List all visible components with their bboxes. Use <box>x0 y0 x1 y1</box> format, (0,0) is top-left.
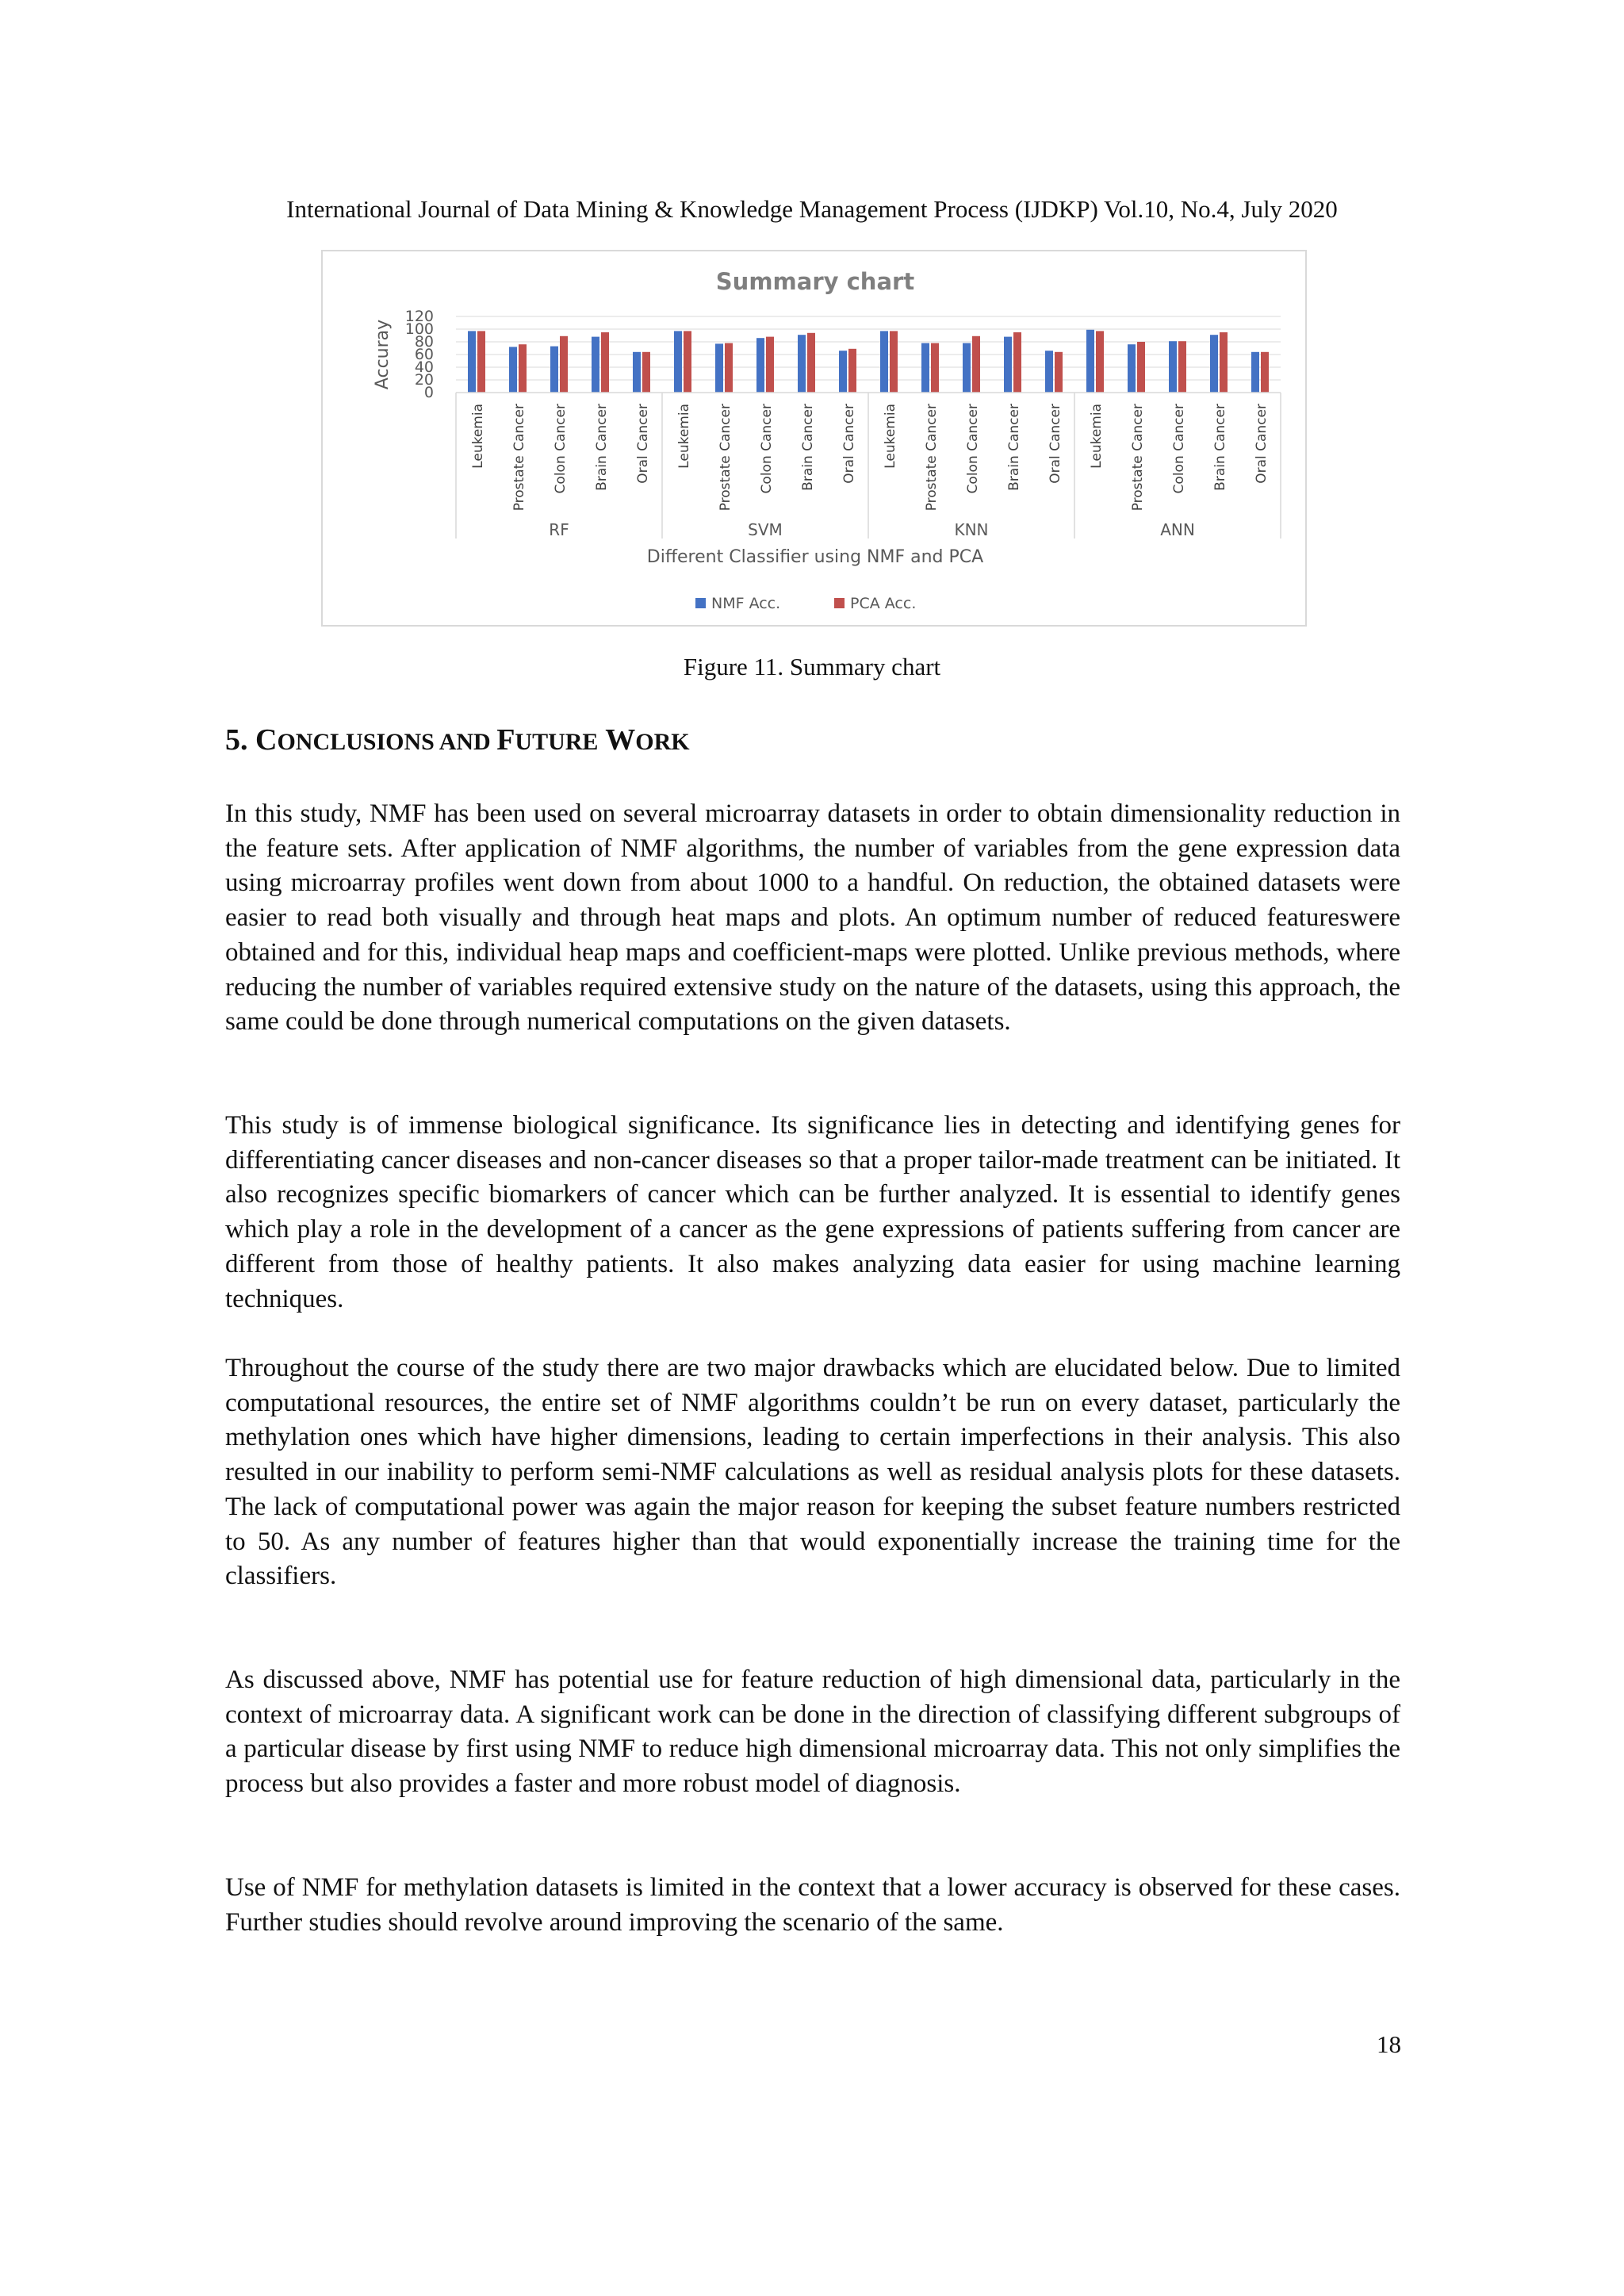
category-label: Oral Cancer <box>635 404 651 484</box>
category-label: Leukemia <box>470 404 486 469</box>
bar-pca <box>477 331 485 393</box>
bar-pca <box>601 332 609 393</box>
category-label: Colon Cancer <box>759 404 775 494</box>
bar-nmf <box>1045 351 1053 393</box>
bar-pca <box>1220 332 1228 393</box>
bar-pca <box>848 349 856 393</box>
paragraph-4: As discussed above, NMF has potential use for feature reduction of high dimensional data, particularly in the context of microarray data. A significant work can be done in the direction of classifying different subgroups of a particular disease by first using NMF to reduce high dimensional microarray data. This not only simplifies the process but also provides a faster and more robust model of diagnosis. <box>225 1665 1400 1799</box>
section-heading: 5. CONCLUSIONS AND FUTURE WORK <box>225 723 690 757</box>
summary-chart <box>323 251 1308 628</box>
page-number: 18 <box>1377 2030 1401 2058</box>
legend-label: PCA Acc. <box>850 595 917 612</box>
bar-nmf <box>1004 337 1012 393</box>
bar-nmf <box>839 351 847 393</box>
summary-chart-figure <box>321 250 1307 627</box>
bar-pca <box>1178 341 1186 393</box>
category-label: Brain Cancer <box>594 404 610 491</box>
legend-swatch-pca <box>834 598 845 608</box>
category-label: Brain Cancer <box>1212 404 1228 491</box>
category-label: Colon Cancer <box>553 404 569 494</box>
bar-pca <box>1137 342 1145 393</box>
bar-nmf <box>798 335 806 393</box>
bar-pca <box>725 343 733 393</box>
bar-nmf <box>1251 352 1259 393</box>
x-axis-label: Different Classifier using NMF and PCA <box>646 547 984 567</box>
bar-nmf <box>674 331 682 393</box>
category-label: Oral Cancer <box>841 404 857 484</box>
journal-header: International Journal of Data Mining & Knowledge Management Process (IJDKP) Vol.10, No.4, July 2020 <box>286 195 1338 223</box>
bar-pca <box>766 337 774 393</box>
bar-pca <box>1055 352 1063 393</box>
bar-nmf <box>550 347 558 393</box>
category-label: Oral Cancer <box>1048 404 1063 484</box>
bar-nmf <box>468 331 476 393</box>
y-tick-label: 20 <box>414 371 434 389</box>
category-label: Oral Cancer <box>1254 404 1270 484</box>
category-label: Prostate Cancer <box>1130 404 1146 512</box>
category-label: Colon Cancer <box>1171 404 1187 494</box>
group-label: RF <box>549 520 569 539</box>
y-tick-label: 80 <box>414 333 434 351</box>
y-tick-label: 0 <box>423 384 434 401</box>
bar-nmf <box>633 352 641 393</box>
paragraph-1: In this study, NMF has been used on several microarray datasets in order to obtain dimensionality reduction in the feature sets. After application of NMF algorithms, the number of variables from the gene expression data using microarray profiles went down from about 1000 to a handful. On reduction, the obtained datasets were easier to read both visually and through heat maps and plots. An optimum number of reduced featureswere obtained and for this, individual heap maps and coefficient-maps were plotted. Unlike previous methods, where reducing the number of variables required extensive study on the nature of the datasets, using this approach, the same could be done through numerical computations on the given datasets. <box>225 799 1400 1037</box>
category-label: Brain Cancer <box>1006 404 1022 491</box>
bar-nmf <box>880 331 888 393</box>
category-label: Colon Cancer <box>965 404 981 494</box>
group-label: KNN <box>954 520 989 539</box>
bar-nmf <box>1210 335 1218 393</box>
category-label: Brain Cancer <box>800 404 816 491</box>
bar-pca <box>1261 352 1269 393</box>
bar-pca <box>890 331 898 393</box>
category-label: Leukemia <box>1089 404 1105 469</box>
bar-nmf <box>1169 341 1177 393</box>
bar-pca <box>519 344 527 393</box>
group-label: ANN <box>1160 520 1195 539</box>
bar-pca <box>972 336 980 393</box>
bar-nmf <box>756 338 764 393</box>
figure-caption: Figure 11. Summary chart <box>683 653 941 680</box>
bar-pca <box>560 336 568 393</box>
bar-nmf <box>963 343 971 393</box>
category-label: Leukemia <box>676 404 692 469</box>
bar-nmf <box>1128 344 1136 393</box>
category-label: Prostate Cancer <box>924 404 940 512</box>
bar-nmf <box>509 347 517 393</box>
y-tick-label: 120 <box>404 308 434 325</box>
paragraph-5: Use of NMF for methylation datasets is limited in the context that a lower accuracy is observed for these cases. Further studies should revolve around improving the scenario of the same. <box>225 1873 1400 1937</box>
y-tick-label: 100 <box>404 320 434 338</box>
y-tick-label: 60 <box>414 346 434 363</box>
group-label: SVM <box>748 520 783 539</box>
paragraph-2: This study is of immense biological significance. Its significance lies in detecting and identifying genes for differentiating cancer diseases and non-cancer diseases so that a proper tailor-made treatment can be initiated. It also recognizes specific biomarkers of cancer which can be further analyzed. It is essential to identify genes which play a role in the development of a cancer as the gene expressions of patients suffering from cancer are different from those of healthy patients. It also makes analyzing data easier for using machine learning techniques. <box>225 1111 1400 1313</box>
bar-pca <box>807 333 815 393</box>
y-axis-label: Accuray <box>373 319 393 390</box>
category-label: Prostate Cancer <box>718 404 733 512</box>
bar-pca <box>1096 331 1104 393</box>
chart-title: Summary chart <box>715 268 915 295</box>
category-label: Prostate Cancer <box>511 404 527 512</box>
legend-label: NMF Acc. <box>711 595 781 612</box>
paragraph-3: Throughout the course of the study there are two major drawbacks which are elucidated below. Due to limited computational resources, the entire set of NMF algorithms couldn’t be run on every dataset, particularly the methylation ones which have higher dimensions, leading to certain imperfections in their analysis. This also resulted in our inability to perform semi-NMF calculations as well as residual analysis plots for these datasets. The lack of computational power was again the major reason for keeping the subset feature numbers restricted to 50. As any number of features higher than that would exponentially increase the training time for the classifiers. <box>225 1354 1400 1591</box>
legend-swatch-nmf <box>695 598 706 608</box>
category-label: Leukemia <box>883 404 898 469</box>
bar-pca <box>642 352 650 393</box>
bar-nmf <box>1086 330 1094 393</box>
bar-nmf <box>592 337 599 393</box>
bar-pca <box>684 331 691 393</box>
bar-pca <box>931 343 939 393</box>
bar-nmf <box>921 343 929 393</box>
bar-pca <box>1013 332 1021 393</box>
bar-nmf <box>715 343 723 393</box>
y-tick-label: 40 <box>414 358 434 376</box>
